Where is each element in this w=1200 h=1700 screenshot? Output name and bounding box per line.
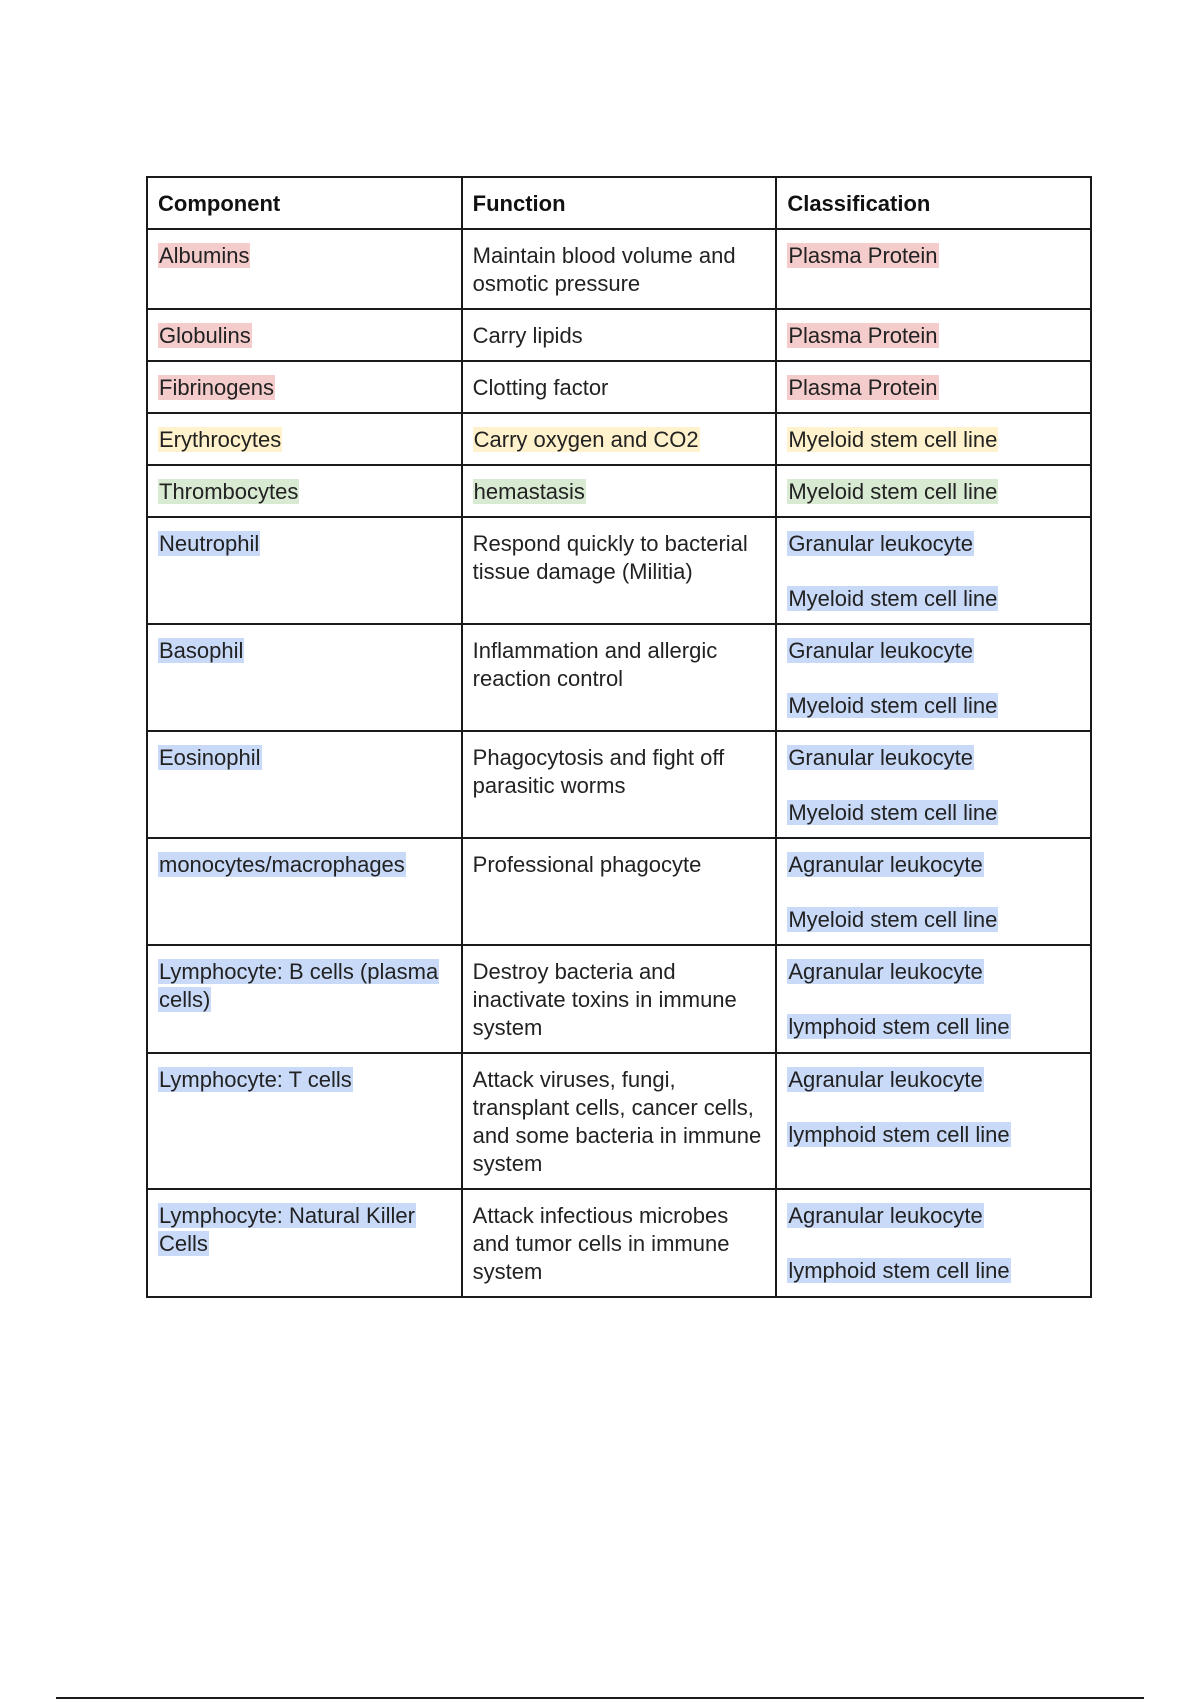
classification-cell [776, 731, 1091, 838]
classification-cell [776, 517, 1091, 624]
function-text: Inflammation and allergic reaction control [472, 638, 718, 691]
classification-cell [776, 229, 1091, 309]
classification-text: Plasma Protein [788, 323, 938, 348]
function-text: Phagocytosis and fight off parasitic worms [472, 745, 725, 798]
component-cell [147, 624, 462, 731]
function-text: Professional phagocyte [472, 852, 702, 877]
classification-text: Myeloid stem cell line [788, 907, 998, 932]
classification-cell [776, 945, 1091, 1053]
component-text: Neutrophil [159, 531, 260, 556]
classification-text: Granular leukocyte [788, 638, 973, 663]
component-cell [147, 465, 462, 517]
component-text: monocytes/macrophages [159, 852, 405, 877]
component-cell [147, 945, 462, 1053]
classification-cell [776, 1189, 1091, 1297]
table-row [147, 361, 1091, 413]
function-text: Destroy bacteria and inactivate toxins in immune system [472, 959, 737, 1040]
component-cell [147, 838, 462, 945]
component-text: Basophil [159, 638, 244, 663]
component-text: Fibrinogens [159, 375, 274, 400]
classification-cell [776, 309, 1091, 361]
component-cell [147, 229, 462, 309]
header-classification: Classification [776, 177, 1091, 229]
function-cell [462, 229, 777, 309]
function-text: Maintain blood volume and osmotic pressure [472, 243, 736, 296]
component-text: Globulins [159, 323, 251, 348]
classification-text: Agranular leukocyte [788, 852, 983, 877]
classification-text: Plasma Protein [788, 375, 938, 400]
function-cell [462, 465, 777, 517]
table-row [147, 229, 1091, 309]
header-component: Component [147, 177, 462, 229]
blood-components-table [146, 176, 1092, 1298]
classification-text: Granular leukocyte [788, 531, 973, 556]
page-bottom-rule [56, 1697, 1144, 1699]
classification-cell [776, 413, 1091, 465]
function-text: Respond quickly to bacterial tissue damage (Militia) [472, 531, 748, 584]
component-text: Eosinophil [159, 745, 261, 770]
classification-text: Agranular leukocyte [788, 1067, 983, 1092]
table-header-row [147, 177, 1091, 229]
classification-cell [776, 361, 1091, 413]
classification-text: lymphoid stem cell line [788, 1014, 1010, 1039]
function-cell [462, 624, 777, 731]
function-text: Attack infectious microbes and tumor cells in immune system [472, 1203, 730, 1284]
component-text: Albumins [159, 243, 250, 268]
table-row [147, 413, 1091, 465]
component-cell [147, 517, 462, 624]
table-row [147, 945, 1091, 1053]
table-row [147, 731, 1091, 838]
component-cell [147, 731, 462, 838]
table-row [147, 838, 1091, 945]
component-text: Lymphocyte: T cells [159, 1067, 352, 1092]
function-cell [462, 1189, 777, 1297]
component-text: Lymphocyte: B cells (plasma cells) [159, 959, 439, 1012]
component-text: Thrombocytes [159, 479, 299, 504]
header-function: Function [462, 177, 777, 229]
classification-text: Plasma Protein [788, 243, 938, 268]
classification-text: Agranular leukocyte [788, 1203, 983, 1228]
function-text: Carry lipids [472, 323, 583, 348]
table-row [147, 1053, 1091, 1189]
component-cell [147, 413, 462, 465]
classification-text: Agranular leukocyte [788, 959, 983, 984]
function-text: Attack viruses, fungi, transplant cells, cancer cells, and some bacteria in immune system [472, 1067, 762, 1176]
classification-text: Myeloid stem cell line [788, 427, 998, 452]
classification-cell [776, 624, 1091, 731]
function-text: Carry oxygen and CO2 [473, 427, 699, 452]
function-text: Clotting factor [472, 375, 609, 400]
table-row [147, 465, 1091, 517]
classification-cell [776, 838, 1091, 945]
classification-text: Myeloid stem cell line [788, 479, 998, 504]
function-cell [462, 361, 777, 413]
component-cell [147, 309, 462, 361]
table-row [147, 1189, 1091, 1297]
classification-cell [776, 465, 1091, 517]
function-text: hemastasis [473, 479, 585, 504]
function-cell [462, 517, 777, 624]
function-cell [462, 838, 777, 945]
function-cell [462, 309, 777, 361]
function-cell [462, 413, 777, 465]
classification-cell [776, 1053, 1091, 1189]
component-text: Lymphocyte: Natural Killer Cells [159, 1203, 415, 1256]
classification-text: lymphoid stem cell line [788, 1122, 1010, 1147]
table-row [147, 309, 1091, 361]
component-cell [147, 1053, 462, 1189]
table-row [147, 624, 1091, 731]
component-cell [147, 1189, 462, 1297]
classification-text: Myeloid stem cell line [788, 693, 998, 718]
classification-text: lymphoid stem cell line [788, 1258, 1010, 1283]
classification-text: Myeloid stem cell line [788, 586, 998, 611]
function-cell [462, 731, 777, 838]
function-cell [462, 1053, 777, 1189]
classification-text: Myeloid stem cell line [788, 800, 998, 825]
classification-text: Granular leukocyte [788, 745, 973, 770]
function-cell [462, 945, 777, 1053]
component-text: Erythrocytes [159, 427, 282, 452]
table-row [147, 517, 1091, 624]
component-cell [147, 361, 462, 413]
